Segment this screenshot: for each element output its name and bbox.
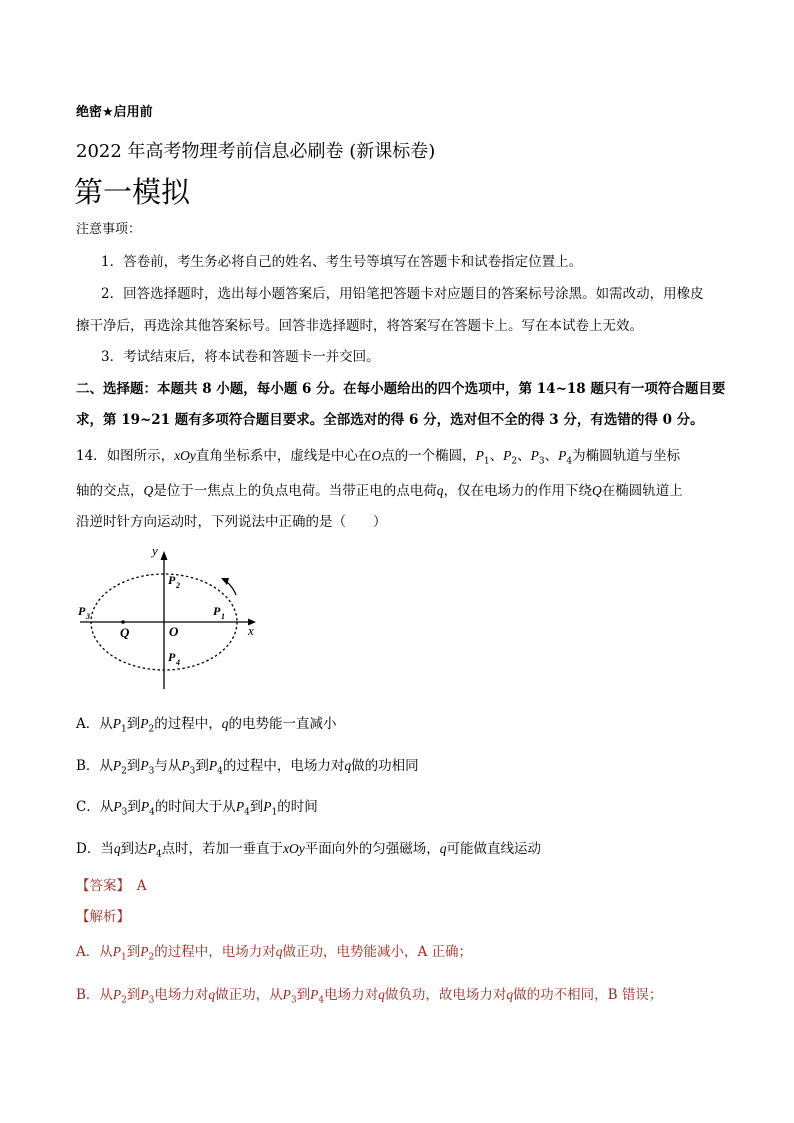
- p-symbol: P: [475, 448, 484, 463]
- p-symbol: P: [282, 987, 291, 1002]
- option-text: 的电势能一直减小: [228, 716, 337, 732]
- counterclockwise-arrow-icon: [221, 578, 229, 585]
- p-sub: 1: [483, 456, 490, 467]
- p-symbol: P: [235, 799, 245, 814]
- charge-q-symbol: q: [344, 758, 352, 773]
- Q-label: Q: [120, 625, 130, 640]
- p-sub: 2: [148, 724, 155, 735]
- question-number: 14．: [76, 448, 107, 464]
- option-text: 的过程中，: [154, 716, 222, 732]
- exam-subtitle: 2022 年高考物理考前信息必刷卷 (新课标卷): [76, 141, 436, 162]
- p-sub: 2: [121, 995, 127, 1006]
- p-symbol: P: [208, 758, 218, 773]
- option-text: D．当: [76, 841, 114, 857]
- option-D: [76, 837, 541, 860]
- p-symbol: P: [140, 944, 149, 959]
- option-text: 点时，若加一垂直于: [161, 841, 284, 857]
- p-symbol: P: [113, 799, 122, 814]
- charge-q-symbol: q: [439, 841, 447, 856]
- p-symbol: P: [263, 799, 272, 814]
- p-symbol: P: [181, 758, 190, 773]
- p-sub: 3: [189, 766, 196, 777]
- ellipse-orbit-diagram: [76, 543, 266, 691]
- p-sub: 2: [121, 766, 127, 777]
- option-text: 到: [127, 799, 141, 815]
- notice-item-2-cont: 擦干净后，再选涂其他答案标号。回答非选择题时，将答案写在答题卡上。写在本试卷上无效。: [76, 318, 643, 334]
- option-text: 的过程中，电场力对: [222, 758, 345, 774]
- p-sub: 1: [121, 724, 127, 735]
- analysis-text: 做正功，电势能减小，A 正确；: [282, 944, 473, 960]
- analysis-B: [76, 983, 662, 1006]
- x-axis-label: x: [248, 623, 254, 638]
- coord-symbol: xOy: [174, 448, 196, 463]
- P1-sub: 1: [221, 612, 225, 621]
- p-symbol: P: [140, 799, 150, 814]
- analysis-text: B．从: [76, 987, 113, 1003]
- analysis-label: 【解析】: [76, 909, 130, 925]
- p-symbol: P: [140, 987, 149, 1002]
- stem-text: 轴的交点，: [76, 483, 144, 499]
- analysis-A: [76, 940, 472, 963]
- option-text: 做的功相同: [351, 758, 419, 774]
- notice-item-2: 2．回答选择题时，选出每小题答案后，用铅笔把答题卡对应题目的答案标号涂黑。如需改动，用橡皮: [101, 286, 704, 302]
- y-axis-label: y: [152, 543, 158, 558]
- p-symbol: P: [140, 716, 149, 731]
- analysis-text: 的过程中，电场力对: [154, 944, 276, 960]
- separator: 、: [489, 448, 504, 464]
- p-sub: 3: [148, 995, 155, 1006]
- y-axis-arrow-icon: [161, 551, 168, 560]
- stem-text: 点的一个椭圆，: [381, 448, 476, 464]
- option-text: 与从: [154, 758, 182, 774]
- p-symbol: P: [310, 987, 319, 1002]
- option-C: [76, 795, 318, 818]
- charge-q-symbol: q: [275, 944, 283, 959]
- separator: 、: [517, 448, 531, 464]
- p-sub: 4: [217, 766, 223, 777]
- charge-q-symbol: q: [221, 716, 229, 731]
- option-text: B．从: [76, 758, 113, 774]
- stem-text: 是位于一焦点上的负点电荷。当带正电的点电荷: [153, 483, 437, 499]
- P3-sub: 3: [86, 612, 90, 621]
- analysis-text: 做正功，从: [215, 987, 283, 1003]
- p-sub: 2: [148, 952, 155, 963]
- answer-line: [76, 874, 147, 894]
- option-text: C．从: [76, 799, 114, 815]
- p-symbol: P: [558, 448, 567, 463]
- p-sub: 4: [149, 807, 155, 818]
- option-text: A．从: [76, 716, 113, 732]
- analysis-text: 做的功不相同，B 错误；: [513, 987, 663, 1003]
- option-text: 到: [195, 758, 209, 774]
- question-stem-line2: [76, 479, 683, 499]
- option-text: 到: [126, 758, 141, 774]
- origin-symbol: O: [371, 448, 382, 463]
- charge-Q-dot: [121, 620, 125, 624]
- option-text: 的时间大于从: [154, 799, 236, 815]
- charge-Q-symbol: Q: [592, 483, 602, 498]
- P1-label: P: [213, 604, 221, 618]
- section-header-line2: 求，第 19~21 题有多项符合题目要求。全部选对的得 6 分，选对但不全的得 3 分，有选错的得 0 分。: [76, 412, 704, 428]
- p-sub: 3: [148, 766, 155, 777]
- P4-sub: 4: [176, 658, 180, 667]
- analysis-text: 到: [296, 987, 311, 1003]
- answer-value: A: [136, 878, 147, 894]
- question-stem-line3: 沿逆时针方向运动时，下列说法中正确的是（ ）: [76, 514, 387, 530]
- analysis-text: 到: [126, 987, 141, 1003]
- notice-heading: 注意事项：: [76, 222, 142, 237]
- coord-symbol: xOy: [283, 841, 305, 856]
- analysis-text: A．从: [76, 944, 113, 960]
- stem-text: 为椭圆轨道与坐标: [572, 448, 681, 464]
- p-sub: 4: [566, 456, 573, 467]
- stem-text: ，仅在电场力的作用下绕: [443, 483, 592, 499]
- origin-label: O: [169, 624, 179, 639]
- p-symbol: P: [140, 758, 149, 773]
- option-A: [76, 712, 336, 735]
- option-text: 到: [249, 799, 264, 815]
- charge-q-symbol: q: [436, 483, 444, 498]
- separator: 、: [544, 448, 559, 464]
- option-text: 到: [126, 716, 141, 732]
- notice-item-1: 1．答卷前，考生务必将自己的姓名、考生号等填写在答题卡和试卷指定位置上。: [101, 254, 583, 270]
- p-sub: 1: [121, 952, 127, 963]
- p-sub: 1: [271, 807, 278, 818]
- p-symbol: P: [530, 448, 539, 463]
- p-sub: 4: [318, 995, 325, 1006]
- stem-text: 在椭圆轨道上: [601, 483, 683, 499]
- analysis-text: 电场力对: [324, 987, 379, 1003]
- option-text: 到达: [120, 841, 148, 857]
- P2-sub: 2: [176, 581, 180, 590]
- section-header-line1: 二、选择题：本题共 8 小题，每小题 6 分。在每小题给出的四个选项中，第 14~18 题只有一项符合题目要: [76, 381, 726, 397]
- charge-q-symbol: q: [113, 841, 121, 856]
- option-B: [76, 754, 419, 777]
- notice-item-3: 3．考试结束后，将本试卷和答题卡一并交回。: [101, 349, 380, 365]
- analysis-text: 到: [126, 944, 141, 960]
- stem-text: 如图所示，: [106, 448, 175, 464]
- analysis-text: 电场力对: [154, 987, 209, 1003]
- charge-q-symbol: q: [506, 987, 514, 1002]
- p-sub: 3: [538, 456, 545, 467]
- charge-q-symbol: q: [208, 987, 216, 1002]
- question-stem-line1: [76, 444, 680, 467]
- p-sub: 3: [290, 995, 297, 1006]
- p-sub: 4: [155, 849, 162, 860]
- p-symbol: P: [112, 944, 121, 959]
- p-symbol: P: [112, 758, 122, 773]
- p-symbol: P: [112, 987, 122, 1002]
- p-symbol: P: [147, 841, 156, 856]
- exam-title: 第一模拟: [74, 175, 191, 209]
- p-symbol: P: [503, 448, 512, 463]
- P2-label: P: [168, 573, 176, 587]
- p-sub: 2: [511, 456, 518, 467]
- answer-label: 【答案】: [76, 878, 124, 894]
- secret-mark: 绝密★启用前: [76, 105, 153, 120]
- P4-label: P: [168, 650, 176, 664]
- charge-Q-symbol: Q: [143, 483, 154, 498]
- p-sub: 4: [244, 807, 250, 818]
- p-symbol: P: [112, 716, 121, 731]
- analysis-text: 做负功，故电场力对: [384, 987, 507, 1003]
- P3-label: P: [78, 604, 86, 618]
- option-text: 平面向外的匀强磁场，: [304, 841, 440, 857]
- option-text: 可能做直线运动: [446, 841, 542, 857]
- charge-q-symbol: q: [378, 987, 385, 1002]
- stem-text: 直角坐标系中，虚线是中心在: [195, 448, 372, 464]
- p-sub: 3: [121, 807, 128, 818]
- option-text: 的时间: [277, 799, 318, 815]
